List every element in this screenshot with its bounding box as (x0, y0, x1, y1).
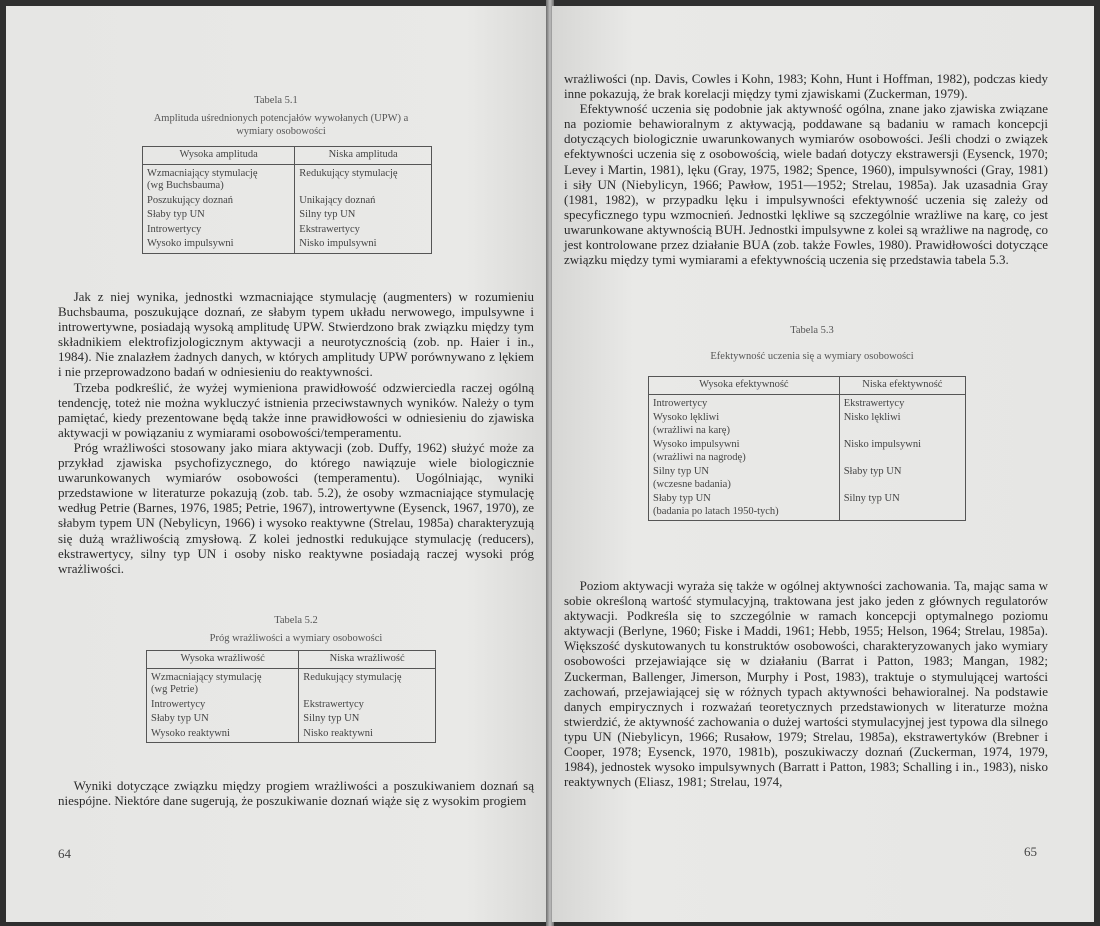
table-cell: Silny typ UN (299, 712, 436, 727)
column-header: Wysoka wrażliwość (147, 651, 299, 669)
table-row (147, 712, 436, 727)
table-cell: Poszukujący doznań (143, 194, 295, 209)
paragraph: Poziom aktywacji wyraża się także w ogólnej aktywności zachowania. Ta, mając sama w sobie określoną wartość stymulacyjną, traktowana jest jako jeden z głównych regulatorów aktywacji. Podkreśla się to szczególnie w ramach koncepcji optymalnego poziomu aktywacji (Berlyne, 1960; Fiske i Maddi, 1961; Hebb, 1955; Helson, 1964; Strelau, 1985a). Większość dyskutowanych tu konstruktów osobowości, charakteryzowanych jako wymiary osobowości przejawiające się w działaniu (Barrat i Patton, 1983; Mangan, 1982; Zuckerman, Ballenger, Jimerson, Murphy i Post, 1983), traktuje o stymulującej wartości zachowań, przejawiającej się w różnych typach aktywności behawioralnej. Na podstawie danych empirycznych i rozważań teoretycznych przedstawionych w literaturze można stwierdzić, że aktywność zachowania o dużej wartości stymulacyjnej jest typowa dla silnego typu UN (Niebylicyn, 1966; Rusałow, 1979; Strelau, 1985a), ekstrawertyków (Brebner i Cooper, 1978; Eysenck, 1970, 1981b), poszukiwaczy doznań (Zuckerman, 1974, 1979, 1984), jednostek wysoko impulsywnych (Barratt i Patton, 1983; Schalling i in., 1983), nisko reaktywnych (Eliasz, 1981; Strelau, 1974, (564, 578, 1048, 790)
table-cell: Wzmacniający stymulację (wg Petrie) (147, 668, 299, 698)
table-cell: Słaby typ UN (839, 465, 965, 492)
paragraph: Efektywność uczenia się podobnie jak aktywność ogólna, znane jako zjawiska związane na poziomie behawioralnym z aktywacją, poddawane są badaniu w ramach koncepcji dotyczących biologicznie uwarunkowanych wymiarów osobowości. Jeśli chodzi o związek efektywności uczenia się z osobowością, wiele badań dotyczy ekstrawersji (Eysenck, 1970; Levey i Martin, 1981), lęku (Gray, 1975, 1982; Spence, 1960), impulsywności (Gray, 1981) i siły UN (Niebylicyn, 1966; Pawłow, 1951—1952; Strelau, 1985a). Jak uzasadnia Gray (1981, 1982), w przypadku lęku i impulsywności efektywność uczenia się zależy od specyficznego typu wzmocnień. Jednostki lękliwe są szczególnie wrażliwe na karę, co jest uwarunkowane aktywnością BUH. Jednostki impulsywne z kolei są wrażliwe na nagrodę, co jest kontrolowane przez działanie BUA (zob. także Fowles, 1980). Prawidłowości dotyczące związku między tymi wymiarami a efektywnością uczenia się przedstawia tabela 5.3. (564, 101, 1048, 268)
table-cell: Silny typ UN (839, 492, 965, 521)
table-cell: Nisko impulsywni (295, 237, 432, 253)
table-cell: Ekstrawertycy (299, 698, 436, 713)
table-cell: Silny typ UN (295, 208, 432, 223)
table-row (143, 194, 432, 209)
table-cell: Słaby typ UN (147, 712, 299, 727)
left-body-text-2 (58, 778, 534, 808)
left-page (6, 6, 548, 922)
table-cell: Silny typ UN (wczesne badania) (649, 465, 840, 492)
table-cell: Wzmacniający stymulację (wg Buchsbauma) (143, 164, 295, 194)
table-row (649, 465, 966, 492)
table-header-row (147, 651, 436, 669)
page-number-right: 65 (1024, 844, 1037, 859)
table-cell: Redukujący stymulację (299, 668, 436, 698)
table-5-3 (648, 376, 966, 521)
column-header: Niska amplituda (295, 147, 432, 165)
table-cell: Redukujący stymulację (295, 164, 432, 194)
table-cell: Wysoko impulsywni (143, 237, 295, 253)
table-5-3-label: Tabela 5.3 (790, 325, 834, 336)
table-cell: Introwertycy (649, 394, 840, 411)
right-body-text-1 (564, 71, 1048, 267)
table-row (143, 208, 432, 223)
table-5-3-title: Efektywność uczenia się a wymiary osobowości (710, 351, 914, 362)
table-cell: Słaby typ UN (badania po latach 1950-tych) (649, 492, 840, 521)
table-cell: Nisko reaktywni (299, 727, 436, 743)
table-row (147, 698, 436, 713)
table-cell: Introwertycy (147, 698, 299, 713)
table-cell: Słaby typ UN (143, 208, 295, 223)
column-header: Wysoka amplituda (143, 147, 295, 165)
table-row (649, 492, 966, 521)
right-body-text-2 (564, 578, 1048, 789)
table-5-2-label: Tabela 5.2 (274, 615, 318, 626)
page-number-left: 64 (58, 846, 71, 861)
table-row (143, 237, 432, 253)
table-cell: Ekstrawertycy (295, 223, 432, 238)
table-row (147, 668, 436, 698)
table-row (143, 223, 432, 238)
table-5-1 (142, 146, 432, 254)
right-page (552, 6, 1094, 922)
table-row (649, 394, 966, 411)
paragraph: Wyniki dotyczące związku między progiem wrażliwości a poszukiwaniem doznań są niespójne. Niektóre dane sugerują, że poszukiwanie doznań wiąże się z wysokim progiem (58, 778, 534, 809)
table-cell: Wysoko lękliwi (wrażliwi na karę) (649, 411, 840, 438)
table-cell: Nisko impulsywni (839, 438, 965, 465)
table-cell: Wysoko impulsywni (wrażliwi na nagrodę) (649, 438, 840, 465)
table-5-1-title: Amplituda uśrednionych potencjałów wywołanych (UPW) a wymiary osobowości (153, 113, 409, 137)
column-header: Wysoka efektywność (649, 377, 840, 395)
table-row (649, 438, 966, 465)
column-header: Niska wrażliwość (299, 651, 436, 669)
paragraph: wrażliwości (np. Davis, Cowles i Kohn, 1983; Kohn, Hunt i Hoffman, 1982), podczas kiedy inne pokazują, że brak korelacji między tymi zjawiskami (Zuckerman, 1979). (564, 71, 1048, 102)
table-cell: Nisko lękliwi (839, 411, 965, 438)
table-cell: Wysoko reaktywni (147, 727, 299, 743)
table-row (143, 164, 432, 194)
table-cell: Introwertycy (143, 223, 295, 238)
table-cell: Ekstrawertycy (839, 394, 965, 411)
left-body-text-1 (58, 289, 534, 576)
paragraph: Jak z niej wynika, jednostki wzmacniające stymulację (augmenters) w rozumieniu Buchsbauma, poszukujące doznań, ze słabym typem układu nerwowego, impulsywne i introwertywne, posiadają wysoką amplitudę UPW. Stwierdzono brak związku między tym składnikiem elektrofizjologicznym aktywacji a neurotycznością (zob. np. Haier i in., 1984). Nie znalazłem żadnych danych, w których amplitudy UPW porównywano z lękiem i nie przeprowadzono badań w odniesieniu do reaktywności. (58, 289, 534, 380)
paragraph: Trzeba podkreślić, że wyżej wymieniona prawidłowość odzwierciedla raczej ogólną tendencję, toteż nie można wykluczyć istnienia przeciwstawnych wyników. Należy o tym pamiętać, kiedy prezentowane będą także inne prawidłowości w odniesieniu do zjawiska aktywacji w powiązaniu z wymiarami osobowości/temperamentu. (58, 379, 534, 440)
table-header-row (143, 147, 432, 165)
paragraph: Próg wrażliwości stosowany jako miara aktywacji (zob. Duffy, 1962) służyć może za przykład zjawiska psychofizycznego, do którego nawiązuje wiele biologicznie uwarunkowanych wymiarów osobowości (temperamentu). Uogólniając, wyniki przedstawione w literaturze pokazują (zob. tab. 5.2), że osoby wzmacniające stymulację według Petrie (Barnes, 1976, 1985; Petrie, 1967), introwertywne (Eysenck, 1967, 1970), ze słabym typem UN (Nebylicyn, 1966) i wysoko reaktywne (Strelau, 1985a) charakteryzują się dużą wrażliwością zmysłową. Z kolei jednostki redukujące stymulację (reducers), ekstrawertycy, silny typ UN i osoby nisko reaktywne posiadają raczej wysoki próg wrażliwości. (58, 439, 534, 576)
table-row (147, 727, 436, 743)
table-5-2 (146, 650, 436, 743)
table-row (649, 411, 966, 438)
table-cell: Unikający doznań (295, 194, 432, 209)
table-5-1-label: Tabela 5.1 (254, 95, 298, 106)
column-header: Niska efektywność (839, 377, 965, 395)
table-5-2-title: Próg wrażliwości a wymiary osobowości (209, 633, 383, 644)
table-header-row (649, 377, 966, 395)
